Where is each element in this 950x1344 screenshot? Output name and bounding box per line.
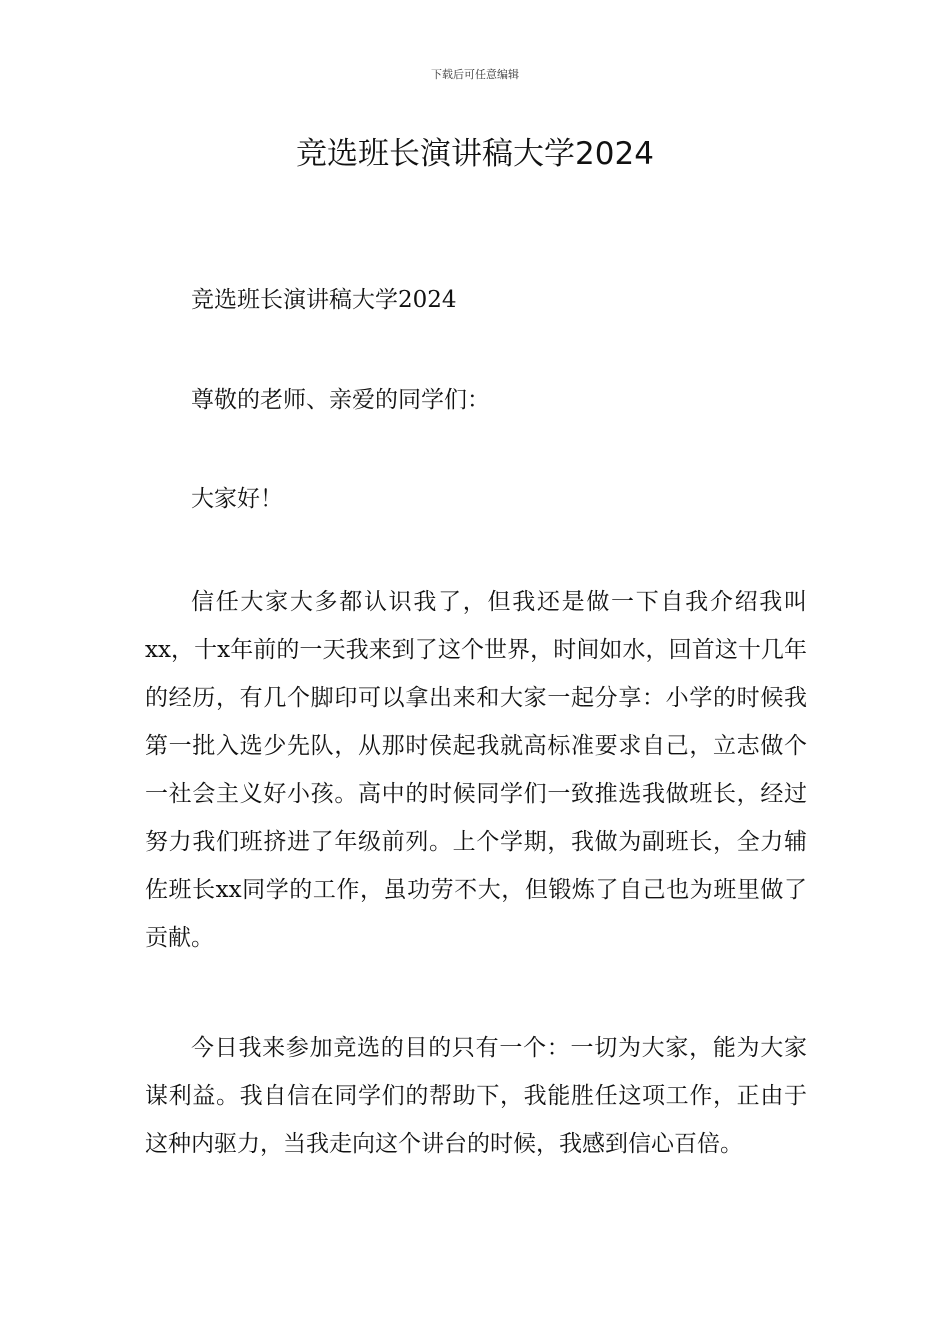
paragraph-self-introduction: 信任大家大多都认识我了，但我还是做一下自我介绍我叫xx，十x年前的一天我来到了这个世界，时间如水，回首这十几年的经历，有几个脚印可以拿出来和大家一起分享：小学的时候我第一批入选少先队，从那时侯起我就高标准要求自己，立志做个一社会主义好小孩。高中的时候同学们一致推选我做班长，经过努力我们班挤进了年级前列。上个学期，我做为副班长，全力辅佐班长xx同学的工作，虽功劳不大，但锻炼了自己也为班里做了贡献。 — [145, 589, 807, 951]
paragraph-purpose: 今日我来参加竞选的目的只有一个：一切为大家，能为大家谋利益。我自信在同学们的帮助下，我能胜任这项工作，正由于这种内驱力，当我走向这个讲台的时候，我感到信心百倍。 — [145, 1035, 807, 1157]
document-title: 竞选班长演讲稿大学2024 — [296, 136, 654, 172]
paragraph-salutation: 尊敬的老师、亲爱的同学们： — [191, 387, 490, 413]
paragraph-greeting: 大家好！ — [191, 486, 283, 512]
header-note: 下载后可任意编辑 — [431, 68, 519, 81]
paragraph-subtitle: 竞选班长演讲稿大学2024 — [191, 287, 457, 313]
